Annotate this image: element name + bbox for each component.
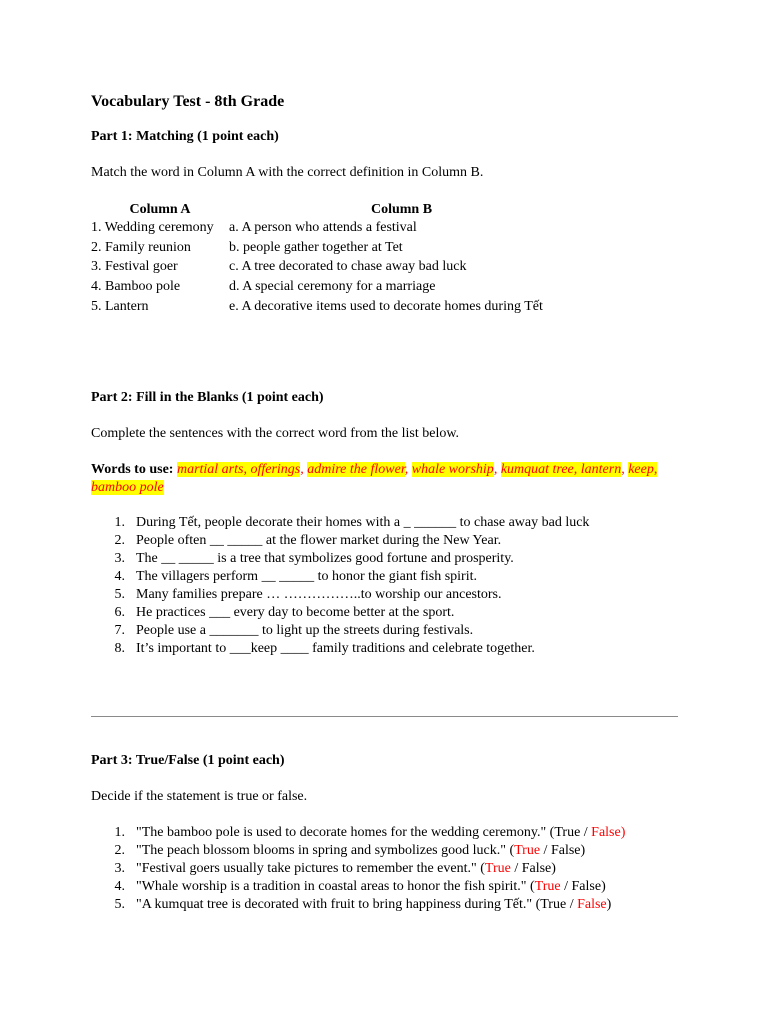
item-number: 5.	[114, 896, 125, 912]
item-number: 1.	[114, 515, 125, 531]
false-option: False	[577, 896, 607, 912]
word-bank-word: keep, bamboo pole	[91, 462, 658, 496]
true-option: True	[540, 896, 567, 912]
false-option: False	[550, 842, 581, 858]
item-text: Many families prepare … ……………..to worship our ancestors.	[136, 587, 502, 602]
item-number: 8.	[114, 640, 125, 656]
closing-paren: )	[601, 878, 606, 894]
list-item	[91, 640, 681, 658]
statement-text: "A kumquat tree is decorated with fruit to bring happiness during Tết." (	[136, 896, 541, 912]
column-b-header: Column B	[370, 201, 433, 217]
section-divider	[91, 716, 678, 717]
closing-paren: )	[551, 860, 556, 876]
closing-paren: )	[580, 842, 586, 858]
document-title: Vocabulary Test - 8th Grade	[91, 93, 285, 110]
option-separator: /	[580, 825, 592, 840]
matching-row	[91, 298, 574, 318]
list-item	[91, 586, 681, 604]
item-number: 6.	[114, 604, 125, 620]
column-a-cell: 5. Lantern	[91, 298, 149, 314]
closing-paren: )	[606, 896, 612, 912]
list-item	[91, 896, 681, 914]
list-item	[91, 550, 681, 568]
matching-row	[91, 219, 574, 239]
matching-row	[91, 258, 574, 278]
false-option: False	[591, 825, 621, 840]
document-page	[91, 92, 681, 658]
option-separator: /	[566, 896, 578, 912]
fill-blank-list	[91, 514, 681, 657]
word-bank-word: admire the flower	[307, 462, 405, 478]
item-number: 3.	[114, 551, 125, 567]
matching-row	[91, 239, 574, 259]
word-bank-separator: ,	[404, 462, 409, 478]
word-bank-word: martial arts, offerings	[176, 462, 301, 478]
option-separator: /	[560, 878, 572, 894]
statement-text: "The peach blossom blooms in spring and symbolizes good luck." (	[136, 842, 515, 858]
true-option: True	[484, 860, 511, 876]
item-text: During Tết, people decorate their homes with a _ ______ to chase away bad luck	[136, 515, 590, 531]
item-number: 7.	[114, 622, 125, 638]
statement-text: "Festival goers usually take pictures to remember the event." (	[136, 860, 485, 876]
item-number: 2.	[114, 533, 125, 549]
part3-section	[91, 752, 681, 913]
column-b-cell: c. A tree decorated to chase away bad luck	[229, 259, 467, 275]
item-text: He practices ___ every day to become better at the sport.	[136, 604, 455, 620]
item-number: 4.	[114, 569, 125, 585]
column-b-cell: a. A person who attends a festival	[229, 220, 417, 235]
word-bank-separator: ,	[300, 462, 304, 478]
true-false-list	[91, 824, 681, 913]
column-a-cell: 2. Family reunion	[91, 239, 191, 255]
item-text: People use a _______ to light up the streets during festivals.	[136, 622, 474, 638]
item-text: It’s important to ___keep ____ family traditions and celebrate together.	[136, 640, 535, 656]
item-number: 1.	[114, 825, 125, 840]
item-text: The __ _____ is a tree that symbolizes good fortune and prosperity.	[136, 551, 514, 567]
list-item	[91, 514, 681, 532]
word-bank-separator: ,	[493, 462, 498, 478]
option-separator: /	[540, 842, 551, 858]
list-item	[91, 824, 681, 842]
matching-table	[91, 200, 574, 317]
list-item	[91, 622, 681, 640]
item-number: 3.	[114, 860, 125, 876]
item-text: People often __ _____ at the flower market during the New Year.	[136, 533, 502, 549]
column-a-cell: 1. Wedding ceremony	[91, 220, 214, 235]
matching-row	[91, 278, 574, 298]
part2-heading: Part 2: Fill in the Blanks (1 point each)	[91, 390, 324, 406]
item-text: The villagers perform __ _____ to honor the giant fish spirit.	[136, 569, 477, 585]
true-option: True	[534, 878, 561, 894]
column-b-cell: d. A special ceremony for a marriage	[229, 279, 436, 295]
list-item	[91, 842, 681, 860]
word-bank-word: kumquat tree, lantern	[500, 462, 622, 478]
list-item	[91, 878, 681, 896]
statement-text: "The bamboo pole is used to decorate homes for the wedding ceremony." (	[136, 825, 555, 840]
part3-instruction: Decide if the statement is true or false.	[91, 789, 308, 804]
true-option: True	[514, 842, 541, 858]
part1-heading: Part 1: Matching (1 point each)	[91, 129, 279, 144]
statement-text: "Whale worship is a tradition in coastal areas to honor the fish spirit." (	[136, 878, 535, 894]
part2-instruction: Complete the sentences with the correct word from the list below.	[91, 426, 460, 442]
list-item	[91, 604, 681, 622]
true-option: True	[554, 825, 581, 840]
word-bank-separator: ,	[621, 462, 625, 478]
word-bank-word: whale worship	[411, 462, 494, 478]
matching-header-row	[91, 200, 574, 219]
column-b-cell: e. A decorative items used to decorate homes during Tết	[229, 298, 543, 314]
list-item	[91, 860, 681, 878]
word-bank	[91, 461, 681, 497]
column-a-header: Column A	[129, 201, 191, 217]
part3-heading: Part 3: True/False (1 point each)	[91, 753, 285, 768]
list-item	[91, 532, 681, 550]
column-a-cell: 4. Bamboo pole	[91, 279, 181, 295]
list-item	[91, 568, 681, 586]
false-option: False	[521, 860, 552, 876]
column-b-cell: b. people gather together at Tet	[229, 239, 403, 255]
column-a-cell: 3. Festival goer	[91, 259, 178, 275]
item-number: 2.	[114, 842, 125, 858]
word-bank-label: Words to use:	[91, 462, 174, 478]
part1-instruction: Match the word in Column A with the correct definition in Column B.	[91, 165, 484, 180]
item-number: 5.	[114, 587, 125, 602]
false-option: False	[571, 878, 602, 894]
item-number: 4.	[114, 878, 125, 894]
closing-paren: )	[620, 825, 626, 840]
option-separator: /	[510, 860, 522, 876]
